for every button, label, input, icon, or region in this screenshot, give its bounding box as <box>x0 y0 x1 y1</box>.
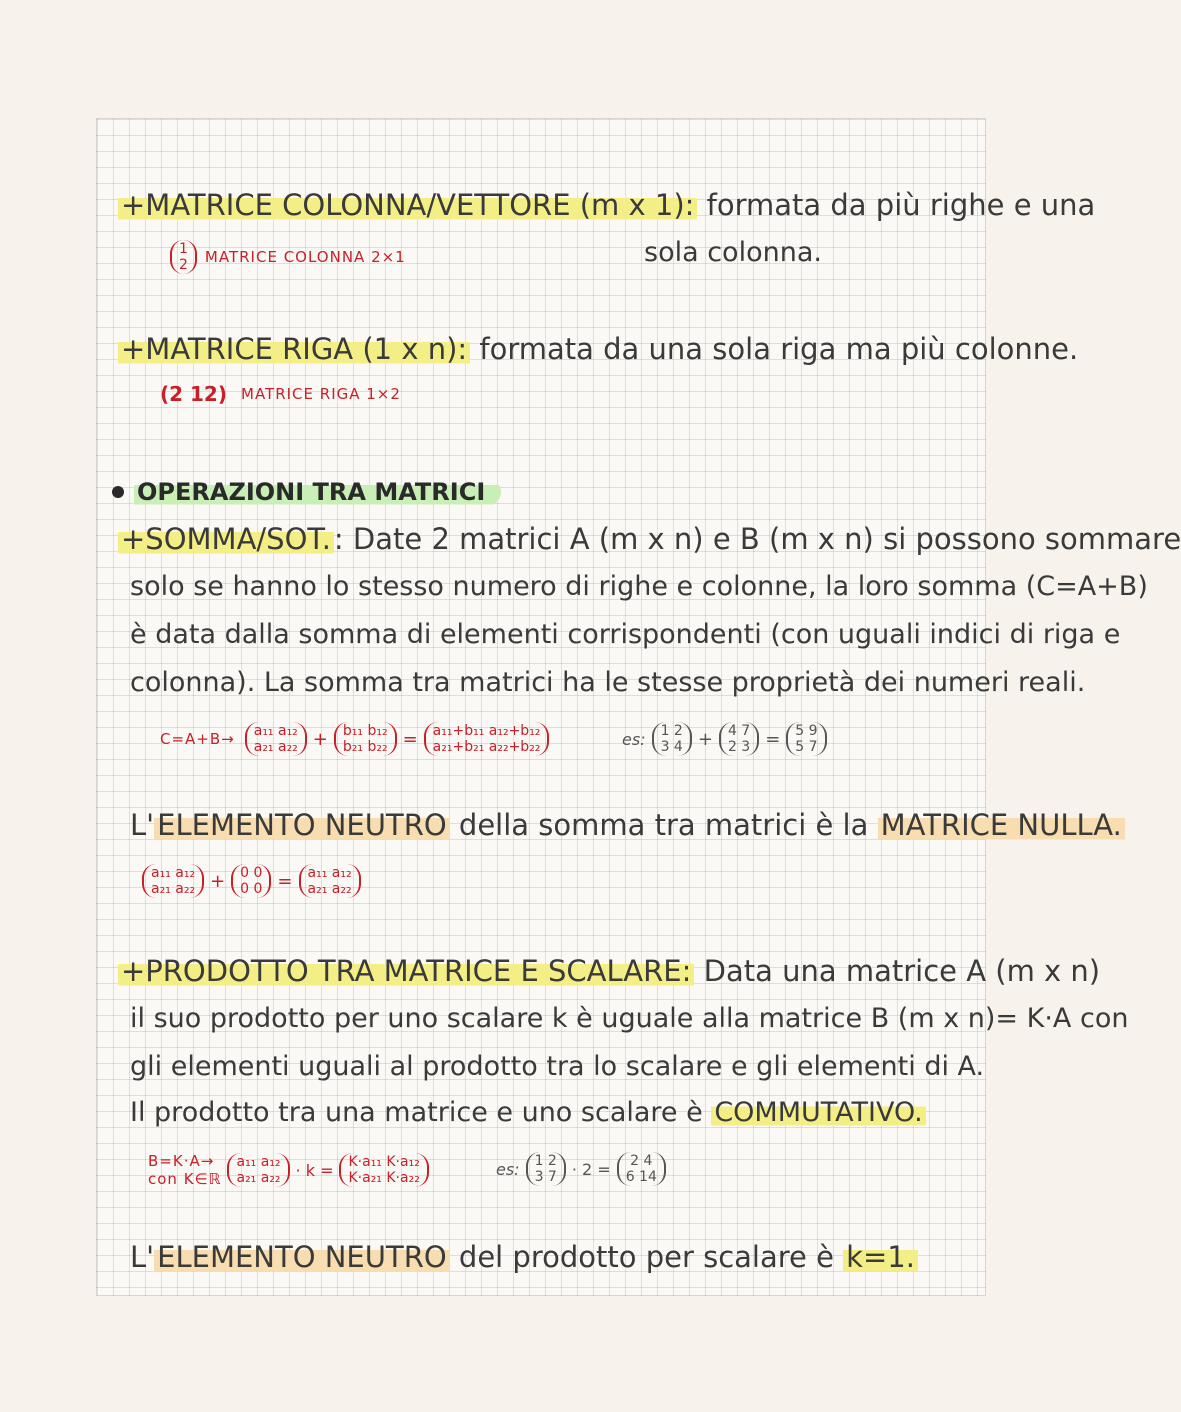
prodotto-text-2: gli elementi uguali al prodotto tra lo scalare e gli elementi di A. <box>130 1051 985 1082</box>
somma-text-1: solo se hanno lo stesso numero di righe e colonne, la loro somma (C=A+B) <box>130 571 1148 602</box>
riga-line <box>118 332 1078 366</box>
somma-matrix-b: b₁₁ b₁₂ b₂₁ b₂₂ <box>334 722 397 756</box>
somma-matrix-a: a₁₁ a₁₂ a₂₁ a₂₂ <box>245 722 307 756</box>
somma-text-0: : Date 2 matrici A (m x n) e B (m x n) si possono sommare <box>333 522 1181 556</box>
somma-text-2: è data dalla somma di elementi corrispondenti (con uguali indici di riga e <box>130 619 1121 650</box>
prodotto-es-matrix-1: 1 2 3 7 <box>526 1152 566 1186</box>
somma-neutral-highlight: ELEMENTO NEUTRO <box>154 808 450 842</box>
somma-es-matrix-1: 1 2 3 4 <box>652 722 692 756</box>
colonna-heading: +MATRICE COLONNA/VETTORE (m x 1): <box>118 188 697 222</box>
somma-text-3: colonna). La somma tra matrici ha le stesse proprietà dei numeri reali. <box>130 667 1086 698</box>
prodotto-heading: +PRODOTTO TRA MATRICE E SCALARE: <box>118 954 694 988</box>
prodotto-example <box>496 1152 666 1186</box>
prodotto-es-label: es: <box>496 1159 520 1179</box>
somma-neutral-end: MATRICE NULLA. <box>878 808 1125 842</box>
somma-line1 <box>118 522 1181 556</box>
somma-es-matrix-3: 5 9 5 7 <box>786 722 826 756</box>
prodotto-formula-lhs: B=K·A→ con K∈ℝ <box>148 1152 222 1188</box>
prodotto-k: · k = <box>295 1160 334 1180</box>
riga-text: formata da una sola riga ma più colonne. <box>479 332 1079 366</box>
prodotto-neutral-end: k=1. <box>843 1240 918 1274</box>
prodotto-neutral: L' ELEMENTO NEUTRO del prodotto per scalare è k=1. <box>130 1240 918 1274</box>
somma-matrix-c: a₁₁+b₁₁ a₁₂+b₁₂ a₂₁+b₂₁ a₂₂+b₂₂ <box>424 722 550 756</box>
prodotto-text-1: il suo prodotto per uno scalare k è uguale alla matrice B (m x n)= K·A con <box>130 1003 1129 1034</box>
prodotto-formula <box>148 1152 429 1188</box>
section-bullet <box>112 486 124 498</box>
riga-example-label: MATRICE RIGA 1×2 <box>241 385 401 403</box>
somma-formula-lhs: C=A+B→ <box>160 730 235 748</box>
colonna-example <box>170 240 406 274</box>
prodotto-text-0: Data una matrice A (m x n) <box>694 954 1101 988</box>
null-matrix-result: a₁₁ a₁₂ a₂₁ a₂₂ <box>299 864 361 898</box>
somma-formula: C=A+B→ a₁₁ a₁₂ a₂₁ a₂₂ + b₁₁ b₁₂ b₂₁ b₂₂ = a₁₁+b₁₁ a₁₂+b₁₂ a₂₁+b₂₁ a₂₂+b₂₂ <box>160 722 549 756</box>
null-example: a₁₁ a₁₂ a₂₁ a₂₂ + 0 0 0 0 = a₁₁ a₁₂ a₂₁ a₂₂ <box>142 864 361 898</box>
colonna-example-label: MATRICE COLONNA 2×1 <box>204 248 406 266</box>
somma-neutral: L' ELEMENTO NEUTRO della somma tra matrici è la MATRICE NULLA. <box>130 808 1125 842</box>
riga-example <box>160 382 401 406</box>
null-matrix-zero: 0 0 0 0 <box>231 864 271 898</box>
somma-example: es: 1 2 3 4 + 4 7 2 3 = 5 9 5 7 <box>622 722 827 756</box>
colonna-example-matrix: 1 2 <box>170 240 197 274</box>
somma-es-matrix-2: 4 7 2 3 <box>719 722 759 756</box>
prodotto-es-mult: · 2 = <box>571 1159 611 1179</box>
section-title: OPERAZIONI TRA MATRICI <box>134 478 501 506</box>
riga-heading: +MATRICE RIGA (1 x n): <box>118 332 470 366</box>
prodotto-line1 <box>118 954 1100 988</box>
null-matrix-a: a₁₁ a₁₂ a₂₁ a₂₂ <box>142 864 204 898</box>
prodotto-neutral-highlight: ELEMENTO NEUTRO <box>154 1240 450 1274</box>
prodotto-matrix-a: a₁₁ a₁₂ a₂₁ a₂₂ <box>227 1153 289 1187</box>
prodotto-matrix-k: K·a₁₁ K·a₁₂ K·a₂₁ K·a₂₂ <box>339 1153 428 1187</box>
colonna-text2: sola colonna. <box>644 237 822 268</box>
prodotto-comm: Il prodotto tra una matrice e uno scalare è COMMUTATIVO. <box>130 1096 926 1130</box>
colonna-line1 <box>118 188 1095 222</box>
prodotto-es-matrix-2: 2 4 6 14 <box>617 1152 666 1186</box>
somma-es-label: es: <box>622 729 646 749</box>
prodotto-comm-highlight: COMMUTATIVO. <box>711 1097 925 1128</box>
somma-heading: +SOMMA/SOT. <box>118 522 334 556</box>
colonna-text1: formata da più righe e una <box>706 188 1096 222</box>
riga-example-matrix: (2 12) <box>160 382 227 406</box>
